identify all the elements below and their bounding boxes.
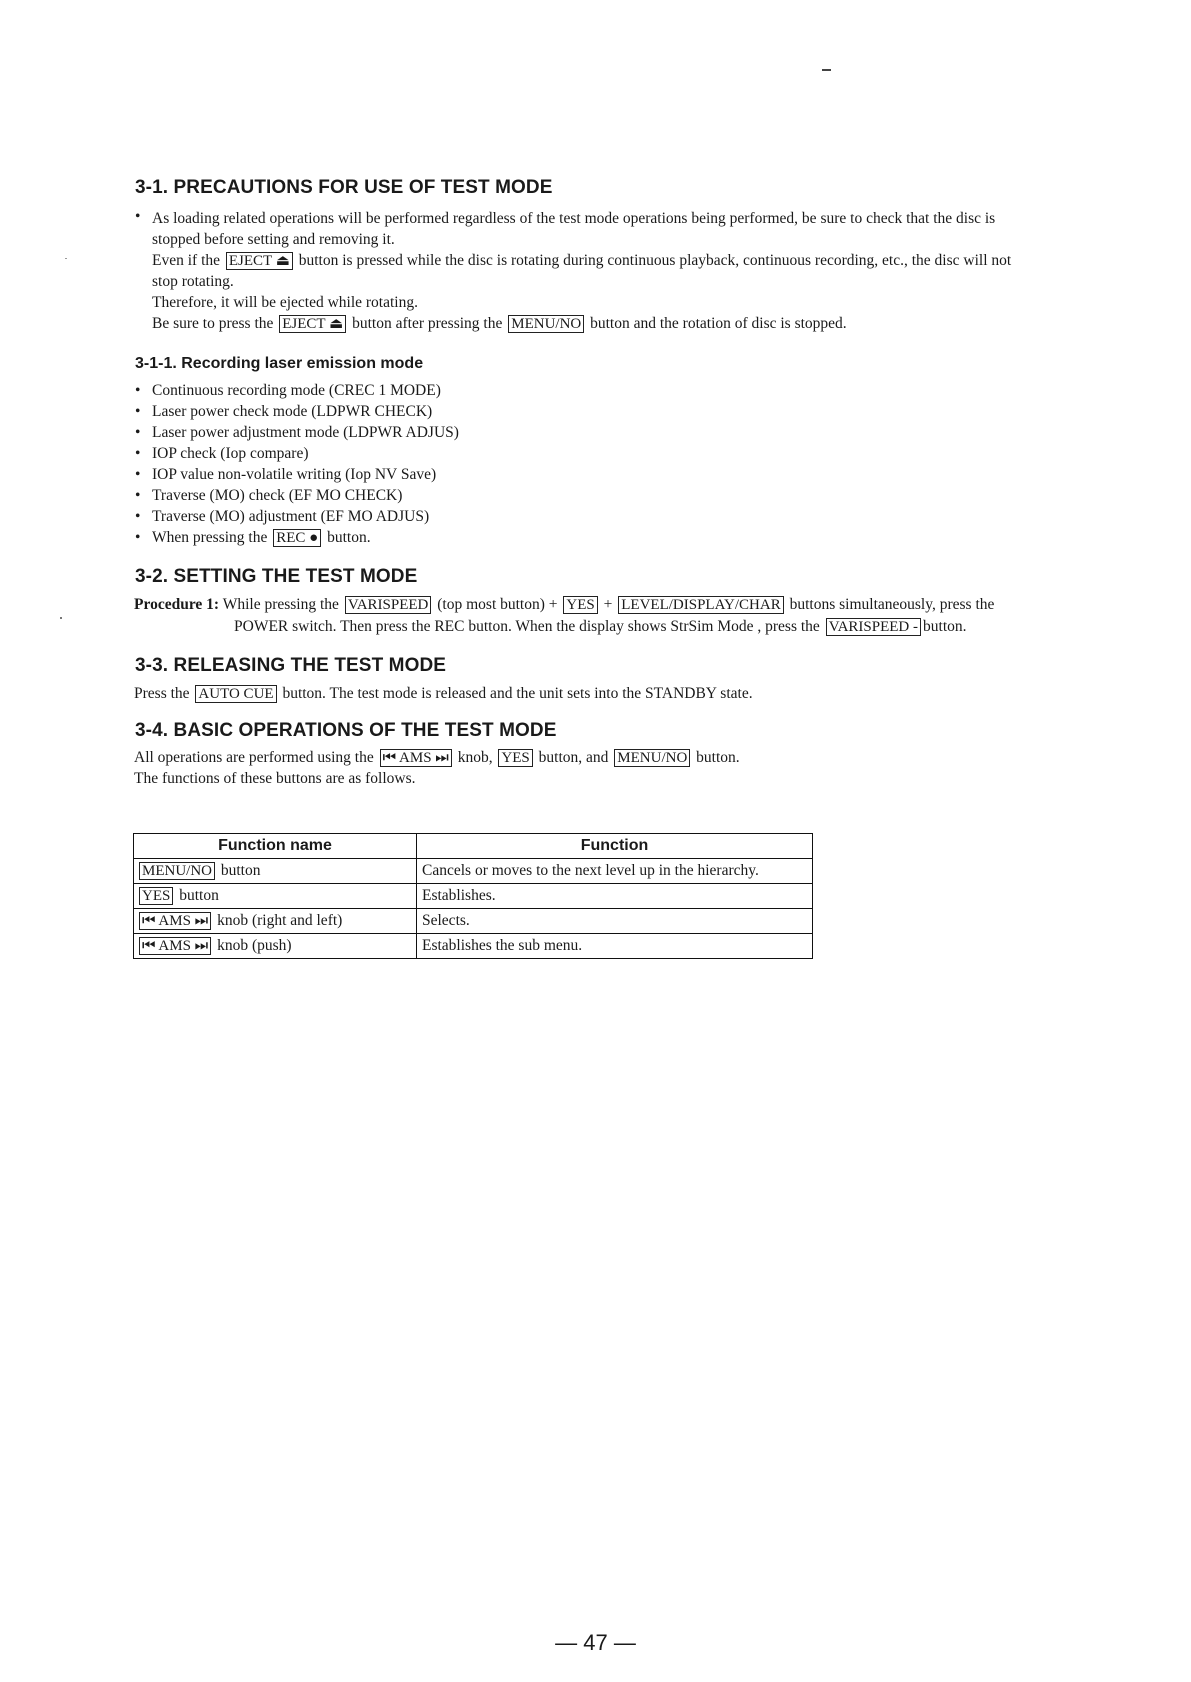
procedure-line-1 <box>134 594 994 615</box>
yes-key: YES <box>563 596 597 614</box>
ams-key: ⏮ AMS ⏭ <box>380 749 452 767</box>
text-fragment: When pressing the <box>152 529 268 546</box>
table-header-row <box>134 834 813 859</box>
text-fragment: While pressing the <box>222 596 339 613</box>
precaution-line-5: Therefore, it will be ejected while rotating. <box>152 294 418 311</box>
list-item: • Continuous recording mode (CREC 1 MODE) <box>135 380 459 401</box>
list-item: • Laser power check mode (LDPWR CHECK) <box>135 401 459 422</box>
basic-ops-line-2: The functions of these buttons are as follows. <box>134 770 416 787</box>
menu-no-key: MENU/NO <box>508 315 584 333</box>
ams-key: ⏮ AMS ⏭ <box>139 912 211 930</box>
scan-speck <box>822 69 831 71</box>
cell-text: knob (push) <box>217 937 292 954</box>
function-cell: Cancels or moves to the next level up in the hierarchy. <box>417 859 813 884</box>
text-fragment: Even if the <box>152 252 221 269</box>
text-fragment: (top most button) + <box>437 596 558 613</box>
text-fragment: button. The test mode is released and the unit sets into the STANDBY state. <box>282 685 753 702</box>
header-function: Function <box>417 834 813 859</box>
release-text <box>134 683 753 704</box>
level-display-char-key: LEVEL/DISPLAY/CHAR <box>618 596 783 614</box>
basic-ops-line-1 <box>134 747 740 768</box>
precaution-line-1: As loading related operations will be performed regardless of the test mode operations being performed, be sure to check that the disc is <box>152 210 996 227</box>
text-fragment: button. <box>696 749 740 766</box>
eject-key: EJECT ⏏ <box>226 252 293 270</box>
scan-speck <box>65 258 67 259</box>
menu-no-key: MENU/NO <box>139 862 215 880</box>
eject-key: EJECT ⏏ <box>279 315 346 333</box>
page-number: — 47 — <box>555 1630 636 1655</box>
function-table <box>133 833 813 959</box>
auto-cue-key: AUTO CUE <box>195 685 276 703</box>
section-3-1-1-title: 3-1-1. Recording laser emission mode <box>135 355 424 372</box>
table-row <box>134 909 813 934</box>
table-row <box>134 859 813 884</box>
cell-text: button <box>179 887 219 904</box>
text-fragment: button is pressed while the disc is rotating during continuous playback, continuous recording, etc., the disc will not <box>298 252 1012 269</box>
varispeed-key: VARISPEED <box>345 596 432 614</box>
function-name-cell <box>134 859 417 884</box>
yes-key: YES <box>139 887 173 905</box>
function-name-cell <box>134 934 417 959</box>
list-item: • IOP check (Iop compare) <box>135 443 459 464</box>
precaution-line-6 <box>152 313 1011 334</box>
rec-key: REC ● <box>273 529 321 547</box>
list-item: • Laser power adjustment mode (LDPWR ADJUS) <box>135 422 459 443</box>
bullet-mark: • <box>135 208 141 225</box>
yes-key: YES <box>498 749 532 767</box>
text-fragment: All operations are performed using the <box>134 749 374 766</box>
function-cell: Selects. <box>417 909 813 934</box>
text-fragment: POWER switch. Then press the REC button. When the display shows StrSim Mode , press the <box>234 618 820 635</box>
ams-key: ⏮ AMS ⏭ <box>139 937 211 955</box>
text-fragment: button and the rotation of disc is stopped. <box>590 315 847 332</box>
text-fragment: button. <box>923 618 967 635</box>
scan-speck <box>60 617 62 619</box>
varispeed-minus-key: VARISPEED - <box>826 618 921 636</box>
procedure-line-2 <box>234 616 967 637</box>
precaution-text <box>152 208 1011 334</box>
section-3-2-title: 3-2. SETTING THE TEST MODE <box>135 566 418 587</box>
function-name-cell <box>134 909 417 934</box>
procedure-label: Procedure 1: <box>134 596 220 613</box>
text-fragment: button after pressing the <box>352 315 503 332</box>
list-item <box>135 527 459 548</box>
section-3-4-title: 3-4. BASIC OPERATIONS OF THE TEST MODE <box>135 720 557 741</box>
list-item: • IOP value non-volatile writing (Iop NV Save) <box>135 464 459 485</box>
table-row <box>134 934 813 959</box>
header-function-name: Function name <box>134 834 417 859</box>
list-item: • Traverse (MO) check (EF MO CHECK) <box>135 485 459 506</box>
function-name-cell <box>134 884 417 909</box>
section-3-1-title: 3-1. PRECAUTIONS FOR USE OF TEST MODE <box>135 177 553 198</box>
precaution-line-4: stop rotating. <box>152 273 234 290</box>
text-fragment: knob, <box>457 749 493 766</box>
text-fragment: button, and <box>538 749 609 766</box>
cell-text: button <box>220 862 261 879</box>
cell-text: knob (right and left) <box>217 912 343 929</box>
text-fragment: + <box>603 596 613 613</box>
laser-mode-list <box>135 380 459 548</box>
table-row <box>134 884 813 909</box>
text-fragment: button. <box>327 529 371 546</box>
menu-no-key: MENU/NO <box>614 749 690 767</box>
function-cell: Establishes. <box>417 884 813 909</box>
precaution-line-3 <box>152 250 1011 271</box>
text-fragment: Be sure to press the <box>152 315 274 332</box>
function-cell: Establishes the sub menu. <box>417 934 813 959</box>
text-fragment: buttons simultaneously, press the <box>789 596 995 613</box>
precaution-line-2: stopped before setting and removing it. <box>152 231 395 248</box>
text-fragment: Press the <box>134 685 190 702</box>
section-3-3-title: 3-3. RELEASING THE TEST MODE <box>135 655 447 676</box>
list-item: • Traverse (MO) adjustment (EF MO ADJUS) <box>135 506 459 527</box>
